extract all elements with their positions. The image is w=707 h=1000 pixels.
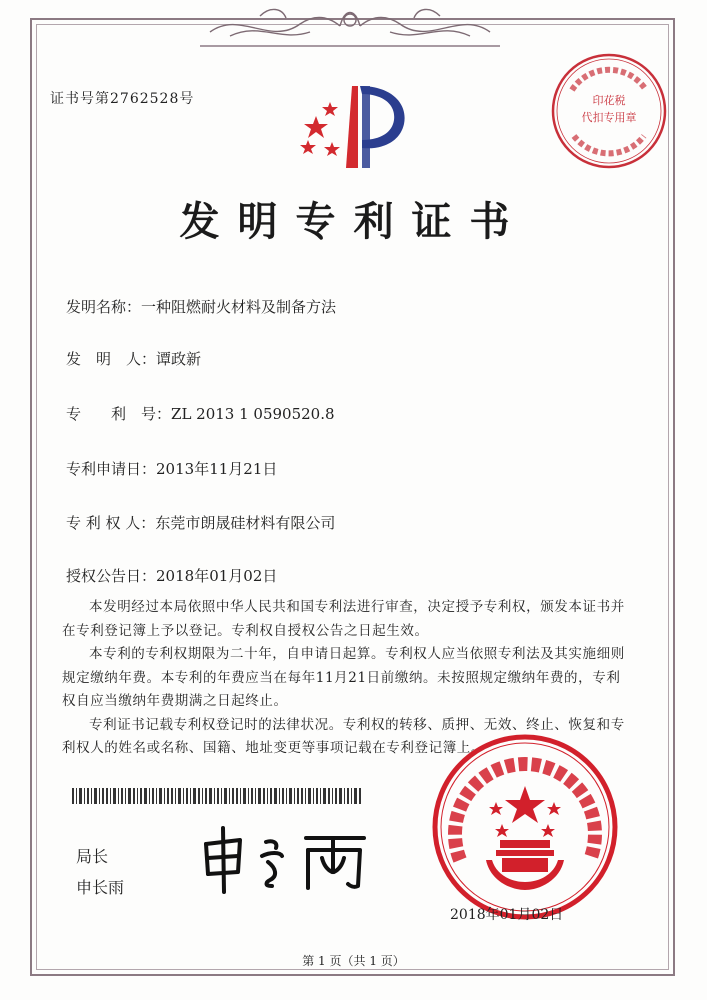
field-inventor: [66, 348, 201, 369]
invention-name-label: 发明名称：: [66, 298, 142, 316]
patent-logo-icon: [300, 82, 418, 170]
field-patent-number: [66, 403, 335, 424]
field-invention-name: [66, 296, 336, 317]
barcode-icon: [72, 788, 362, 804]
issue-date: 2018年01月02日: [450, 907, 564, 923]
certificate-title: 发明专利证书: [179, 198, 528, 245]
inventor-value: 谭政新: [156, 350, 202, 368]
patent-number-value: ZL 2013 1 0590520.8: [171, 405, 335, 423]
application-date-value: 2013年11月21日: [156, 460, 278, 478]
director-name: 申长雨: [76, 878, 125, 897]
director-title: 局长: [76, 847, 109, 866]
body-paragraph: 本专利的专利权期限为二十年，自申请日起算。专利权人应当依照专利法及其实施细则规定缴纳年费。本专利的年费应当在每年11月21日前缴纳。未按照规定缴纳年费的，专利权自应当缴纳年费期满之日起终止。: [62, 646, 625, 709]
signature-icon: [196, 822, 376, 896]
field-grant-date: [66, 565, 277, 586]
field-patentee: [66, 512, 335, 533]
field-application-date: [66, 458, 277, 479]
application-date-label: 专利申请日：: [66, 460, 157, 478]
page-number: 第 1 页（共 1 页）: [302, 954, 405, 968]
certificate-number: 证书号第2762528号: [50, 91, 195, 107]
patent-number-label: 专 利 号：: [66, 405, 172, 423]
grant-date-value: 2018年01月02日: [156, 567, 278, 585]
inventor-label: 发 明 人：: [66, 350, 157, 368]
patentee-value: 东莞市朗晟硅材料有限公司: [155, 514, 336, 532]
body-paragraph: 本发明经过本局依照中华人民共和国专利法进行审查，决定授予专利权，颁发本证书并在专利登记簿上予以登记。专利权自授权公告之日起生效。: [62, 599, 625, 639]
grant-date-label: 授权公告日：: [66, 567, 157, 585]
svg-text:代扣专用章: 代扣专用章: [581, 111, 637, 124]
ornament-icon: [200, 2, 500, 48]
svg-text:印花税: 印花税: [592, 94, 626, 107]
patentee-label: 专 利 权 人：: [66, 514, 156, 532]
body-paragraph: 专利证书记载专利权登记时的法律状况。专利权的转移、质押、无效、终止、恢复和专利权人的姓名或名称、国籍、地址变更等事项记载在专利登记簿上。: [62, 716, 625, 756]
tax-stamp-icon: [548, 50, 670, 172]
official-seal-icon: [430, 732, 620, 922]
invention-name-value: 一种阻燃耐火材料及制备方法: [141, 298, 337, 316]
